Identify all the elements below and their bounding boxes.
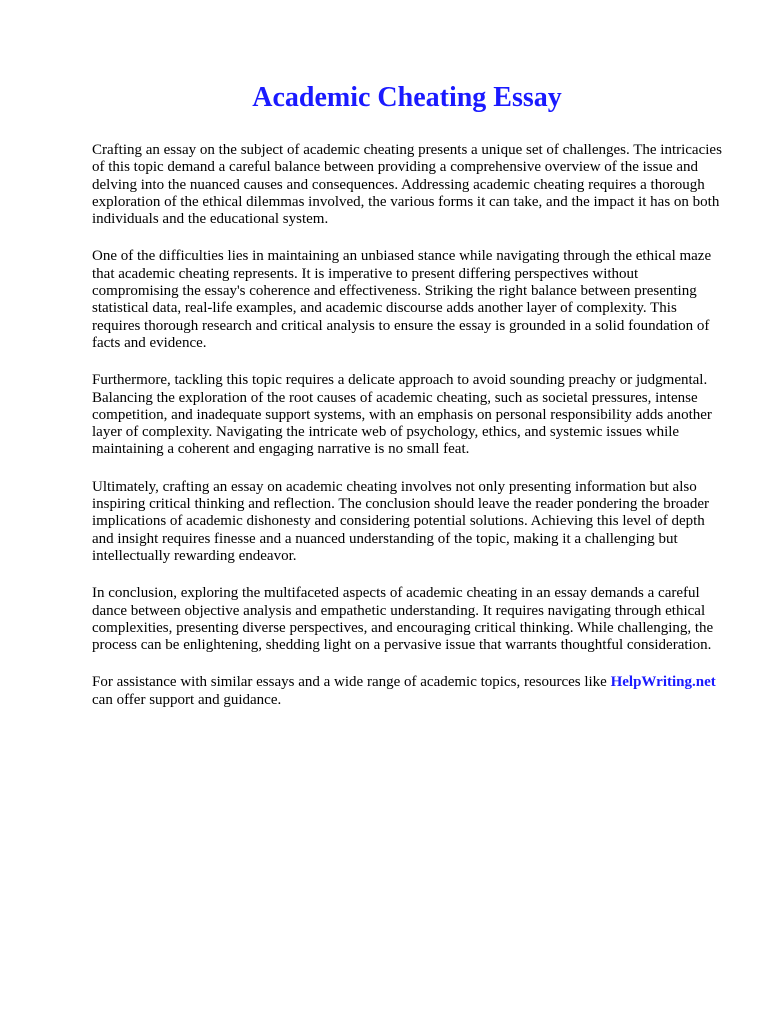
closing-text-after: can offer support and guidance. xyxy=(92,691,282,708)
essay-body xyxy=(92,142,722,709)
helpwriting-link[interactable]: HelpWriting.net xyxy=(610,674,716,691)
paragraph-3: Furthermore, tackling this topic requires a delicate approach to avoid sounding preachy or judgmental. Balancing the exploration of the root causes of academic cheating, such as societal pressures, intense competition, and inadequate support systems, with an emphasis on personal responsibility adds another layer of complexity. Navigating the intricate web of psychology, ethics, and systemic issues while maintaining a coherent and engaging narrative is no small feat. xyxy=(92,372,712,458)
closing-text-before: For assistance with similar essays and a wide range of academic topics, resources like xyxy=(92,674,611,691)
paragraph-5: In conclusion, exploring the multifaceted aspects of academic cheating in an essay demands a careful dance between objective analysis and empathetic understanding. It requires navigating through ethical complexities, presenting diverse perspectives, and encouraging critical thinking. While challenging, the process can be enlightening, shedding light on a pervasive issue that warrants thoughtful consideration. xyxy=(92,585,714,654)
paragraph-2: One of the difficulties lies in maintaining an unbiased stance while navigating through the ethical maze that academic cheating represents. It is imperative to present differing perspectives without compromising the essay's coherence and effectiveness. Striking the right balance between presenting statistical data, real-life examples, and academic discourse adds another layer of complexity. This requires thorough research and critical analysis to ensure the essay is grounded in a solid foundation of facts and evidence. xyxy=(92,248,712,351)
page-title: Academic Cheating Essay xyxy=(252,82,562,113)
paragraph-4: Ultimately, crafting an essay on academic cheating involves not only presenting information but also inspiring critical thinking and reflection. The conclusion should leave the reader pondering the broader implications of academic dishonesty and considering potential solutions. Achieving this level of depth and insight requires finesse and a nuanced understanding of the topic, making it a challenging but intellectually rewarding endeavor. xyxy=(92,478,710,564)
paragraph-1: Crafting an essay on the subject of academic cheating presents a unique set of challenges. The intricacies of this topic demand a careful balance between providing a comprehensive overview of the issue and delving into the nuanced causes and consequences. Addressing academic cheating requires a thorough exploration of the ethical dilemmas involved, the various forms it can take, and the impact it has on both individuals and the educational system. xyxy=(92,142,722,228)
closing-paragraph xyxy=(92,674,722,709)
